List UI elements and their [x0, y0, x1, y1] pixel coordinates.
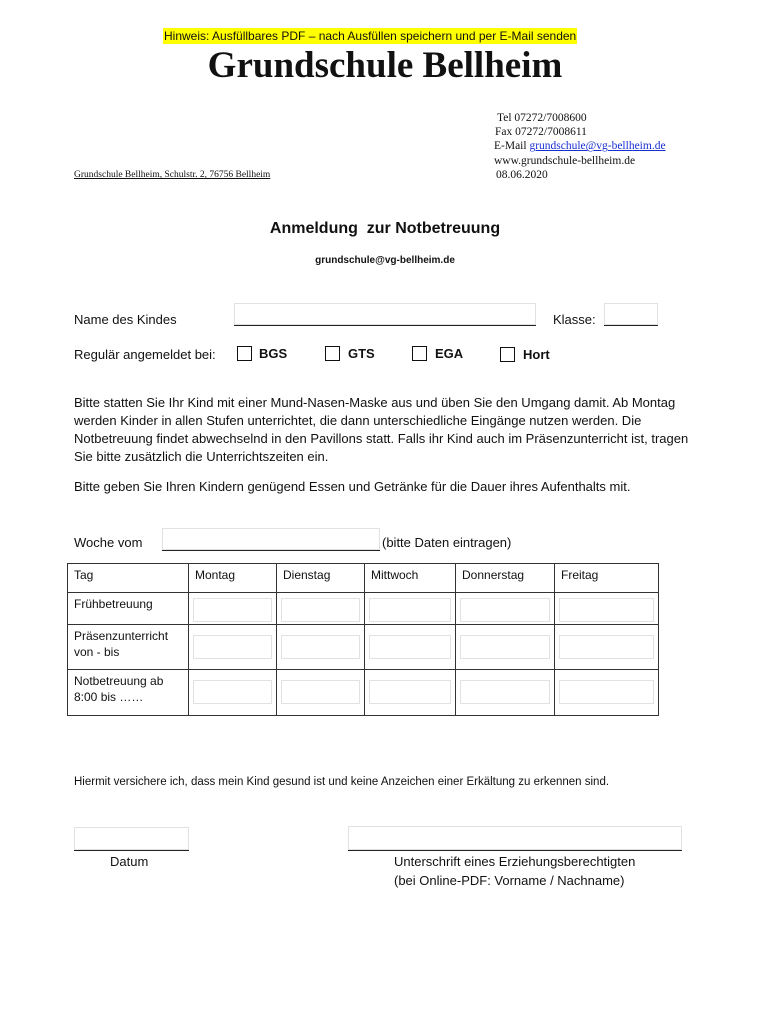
- early-care-wednesday-input[interactable]: [369, 598, 451, 622]
- checkbox-gts[interactable]: [325, 346, 340, 361]
- signature-input[interactable]: [348, 826, 682, 850]
- phone-number: Tel 07272/7008600: [497, 112, 587, 124]
- schedule-table: [67, 563, 659, 716]
- date-underline: [74, 850, 189, 851]
- table-cell: [365, 670, 456, 716]
- fillable-pdf-notice: Hinweis: Ausfüllbares PDF – nach Ausfüllen speichern und per E-Mail senden: [164, 29, 577, 43]
- emergency-wednesday-input[interactable]: [369, 680, 451, 704]
- checkbox-bgs[interactable]: [237, 346, 252, 361]
- registered-label: Regulär angemeldet bei:: [74, 347, 216, 362]
- classes-friday-input[interactable]: [559, 635, 654, 659]
- table-cell: [555, 625, 659, 670]
- table-cell: [277, 593, 365, 625]
- emergency-tuesday-input[interactable]: [281, 680, 360, 704]
- classes-thursday-input[interactable]: [460, 635, 550, 659]
- form-title: Anmeldung zur Notbetreuung: [269, 220, 501, 237]
- checkbox-gts-label: GTS: [348, 346, 375, 361]
- week-hint: (bitte Daten eintragen): [382, 535, 512, 550]
- checkbox-hort-label: Hort: [523, 347, 550, 362]
- header-tuesday: Dienstag: [277, 564, 365, 593]
- header-monday: Montag: [189, 564, 277, 593]
- signature-label-line: (bei Online-PDF: Vorname / Nachname): [394, 873, 625, 888]
- emergency-thursday-input[interactable]: [460, 680, 550, 704]
- table-cell: [456, 670, 555, 716]
- week-input[interactable]: [162, 528, 380, 550]
- school-title: Grundschule Bellheim: [207, 45, 563, 86]
- week-label: Woche vom: [74, 535, 143, 550]
- fax-number: Fax 07272/7008611: [495, 126, 587, 139]
- early-care-friday-input[interactable]: [559, 598, 654, 622]
- week-underline: [162, 550, 380, 551]
- checkbox-hort[interactable]: [500, 347, 515, 362]
- classes-tuesday-input[interactable]: [281, 635, 360, 659]
- checkbox-bgs-label: BGS: [259, 346, 288, 361]
- table-cell: [189, 593, 277, 625]
- table-cell: [365, 593, 456, 625]
- classes-wednesday-input[interactable]: [369, 635, 451, 659]
- table-cell: [555, 670, 659, 716]
- classes-monday-input[interactable]: [193, 635, 272, 659]
- header-day: Tag: [68, 564, 189, 593]
- email-link[interactable]: grundschule@vg-bellheim.de: [529, 140, 666, 153]
- emergency-monday-input[interactable]: [193, 680, 272, 704]
- email-line: [494, 139, 666, 153]
- early-care-thursday-input[interactable]: [460, 598, 550, 622]
- health-declaration: Hiermit versichere ich, dass mein Kind gesund ist und keine Anzeichen einer Erkältung zu erkennen sind.: [74, 776, 610, 788]
- table-cell: [365, 625, 456, 670]
- table-cell: [189, 670, 277, 716]
- emergency-friday-input[interactable]: [559, 680, 654, 704]
- table-cell: [189, 625, 277, 670]
- early-care-tuesday-input[interactable]: [281, 598, 360, 622]
- table-row: [68, 625, 659, 670]
- school-address: Grundschule Bellheim, Schulstr. 2, 76756 Bellheim: [74, 170, 271, 180]
- checkbox-ega-label: EGA: [435, 346, 464, 361]
- table-cell: [555, 593, 659, 625]
- class-underline: [604, 325, 658, 326]
- checkbox-ega[interactable]: [412, 346, 427, 361]
- website: www.grundschule-bellheim.de: [494, 154, 636, 167]
- table-cell: [277, 625, 365, 670]
- row-label-line: von - bis: [74, 645, 120, 659]
- table-row: [68, 593, 659, 625]
- row-label-line: 8:00 bis ……: [74, 690, 144, 704]
- food-paragraph: Bitte geben Sie Ihren Kindern genügend Essen und Getränke für die Dauer ihres Aufenthalts mit.: [74, 479, 631, 494]
- table-cell: [456, 593, 555, 625]
- header-friday: Freitag: [555, 564, 659, 593]
- table-row: [68, 670, 659, 716]
- signature-underline: [348, 850, 682, 851]
- document-date: 08.06.2020: [496, 168, 548, 181]
- child-name-underline: [234, 325, 536, 326]
- row-label-classes: [68, 625, 189, 670]
- early-care-monday-input[interactable]: [193, 598, 272, 622]
- row-label-early-care: Frühbetreuung: [68, 593, 189, 625]
- header-wednesday: Mittwoch: [365, 564, 456, 593]
- row-label-emergency-care: [68, 670, 189, 716]
- signature-label: [394, 852, 635, 890]
- row-label-line: Notbetreuung ab: [74, 674, 164, 688]
- email-prefix: E-Mail: [494, 140, 530, 153]
- child-name-input[interactable]: [234, 303, 536, 325]
- date-input[interactable]: [74, 827, 189, 850]
- signature-label-line: Unterschrift eines Erziehungsberechtigten: [394, 854, 636, 869]
- class-label: Klasse:: [553, 312, 596, 327]
- row-label-line: Präsenzunterricht: [74, 629, 169, 643]
- child-name-label: Name des Kindes: [74, 312, 177, 327]
- table-cell: [456, 625, 555, 670]
- table-header-row: [68, 564, 659, 593]
- instructions-paragraph: Bitte statten Sie Ihr Kind mit einer Mund-Nasen-Maske aus und üben Sie den Umgang damit. Ab Montag werden Kinder in allen Stufen unterrichtet, die dann unterschiedliche Eingänge nutzen werden. Die Notbetreuung findet abwechselnd in den Pavillons statt. Falls ihr Kind auch im Präsenzunterricht ist, tragen Sie bitte zusätzlich die Unterrichtszeiten ein.: [74, 395, 689, 464]
- class-input[interactable]: [604, 303, 658, 325]
- header-thursday: Donnerstag: [456, 564, 555, 593]
- table-cell: [277, 670, 365, 716]
- form-contact-email: grundschule@vg-bellheim.de: [315, 255, 455, 266]
- contact-block: [494, 111, 666, 182]
- date-label: Datum: [110, 854, 149, 869]
